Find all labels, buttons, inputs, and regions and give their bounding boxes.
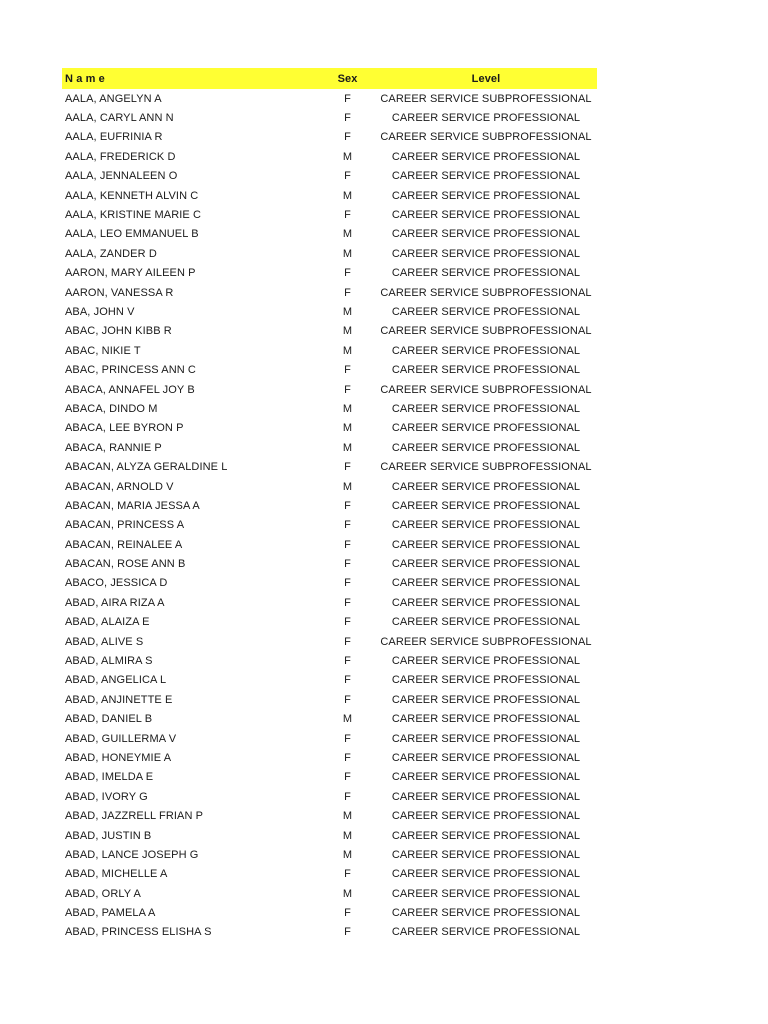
level-cell: CAREER SERVICE SUBPROFESSIONAL	[380, 635, 592, 648]
table-row	[62, 806, 597, 825]
name-cell: ABAD, PAMELA A	[65, 907, 156, 920]
table-row	[62, 516, 597, 535]
level-cell: CAREER SERVICE PROFESSIONAL	[391, 422, 581, 435]
name-cell: ABACA, RANNIE P	[65, 441, 162, 454]
name-cell: AALA, LEO EMMANUEL B	[65, 228, 199, 241]
name-cell: ABAC, PRINCESS ANN C	[65, 364, 196, 377]
level-cell: CAREER SERVICE PROFESSIONAL	[391, 907, 581, 920]
table-row	[62, 457, 597, 476]
sex-cell: M	[342, 325, 353, 338]
table-row	[62, 554, 597, 573]
name-cell: ABACAN, ARNOLD V	[65, 480, 174, 493]
table-row	[62, 244, 597, 263]
name-cell: ABAD, LANCE JOSEPH G	[65, 848, 199, 861]
level-cell: CAREER SERVICE PROFESSIONAL	[391, 577, 581, 590]
sex-cell: F	[344, 771, 351, 784]
name-cell: AALA, EUFRINIA R	[65, 131, 163, 144]
name-cell: AALA, JENNALEEN O	[65, 170, 178, 183]
sex-cell: M	[342, 305, 353, 318]
sex-cell: F	[344, 267, 351, 280]
name-cell: AARON, MARY AILEEN P	[65, 267, 196, 280]
name-cell: ABACO, JESSICA D	[65, 577, 168, 590]
name-cell: ABACA, ANNAFEL JOY B	[65, 383, 195, 396]
table-row	[62, 186, 597, 205]
level-cell: CAREER SERVICE PROFESSIONAL	[391, 655, 581, 668]
sex-cell: M	[342, 344, 353, 357]
level-cell: CAREER SERVICE PROFESSIONAL	[391, 674, 581, 687]
sex-cell: M	[342, 189, 353, 202]
sex-cell: M	[342, 150, 353, 163]
sex-cell: F	[344, 131, 351, 144]
sex-cell: F	[344, 383, 351, 396]
name-cell: ABACAN, ALYZA GERALDINE L	[65, 461, 228, 474]
table-row	[62, 399, 597, 418]
table-row	[62, 341, 597, 360]
sex-cell: F	[344, 558, 351, 571]
level-cell: CAREER SERVICE PROFESSIONAL	[391, 887, 581, 900]
level-cell: CAREER SERVICE PROFESSIONAL	[391, 538, 581, 551]
level-cell: CAREER SERVICE PROFESSIONAL	[391, 713, 581, 726]
level-cell: CAREER SERVICE PROFESSIONAL	[391, 810, 581, 823]
level-cell: CAREER SERVICE PROFESSIONAL	[391, 558, 581, 571]
table-row	[62, 613, 597, 632]
table-row	[62, 710, 597, 729]
table-row	[62, 322, 597, 341]
name-cell: ABA, JOHN V	[65, 305, 135, 318]
level-cell: CAREER SERVICE PROFESSIONAL	[391, 441, 581, 454]
table-row	[62, 477, 597, 496]
level-cell: CAREER SERVICE PROFESSIONAL	[391, 848, 581, 861]
level-cell: CAREER SERVICE PROFESSIONAL	[391, 305, 581, 318]
level-cell: CAREER SERVICE PROFESSIONAL	[391, 170, 581, 183]
table-row	[62, 108, 597, 127]
level-cell: CAREER SERVICE PROFESSIONAL	[391, 519, 581, 532]
sex-cell: F	[344, 732, 351, 745]
sex-cell: M	[342, 247, 353, 260]
table-row	[62, 729, 597, 748]
level-cell: CAREER SERVICE PROFESSIONAL	[391, 771, 581, 784]
table-row	[62, 865, 597, 884]
level-cell: CAREER SERVICE PROFESSIONAL	[391, 790, 581, 803]
name-cell: AALA, CARYL ANN N	[65, 112, 174, 125]
name-cell: ABAD, ANJINETTE E	[65, 693, 173, 706]
table-row	[62, 302, 597, 321]
name-cell: ABAD, IMELDA E	[65, 771, 154, 784]
table-row	[62, 671, 597, 690]
header-sex: Sex	[337, 72, 358, 85]
table-row	[62, 593, 597, 612]
name-cell: AALA, ZANDER D	[65, 247, 157, 260]
sex-cell: M	[342, 402, 353, 415]
name-cell: ABAD, ALMIRA S	[65, 655, 153, 668]
level-cell: CAREER SERVICE PROFESSIONAL	[391, 247, 581, 260]
table-row	[62, 225, 597, 244]
level-cell: CAREER SERVICE PROFESSIONAL	[391, 616, 581, 629]
name-cell: ABAC, NIKIE T	[65, 344, 141, 357]
table-row	[62, 419, 597, 438]
name-cell: ABACAN, ROSE ANN B	[65, 558, 186, 571]
table-row	[62, 632, 597, 651]
level-cell: CAREER SERVICE PROFESSIONAL	[391, 189, 581, 202]
level-cell: CAREER SERVICE PROFESSIONAL	[391, 829, 581, 842]
sex-cell: F	[344, 616, 351, 629]
level-cell: CAREER SERVICE PROFESSIONAL	[391, 344, 581, 357]
name-cell: ABAD, HONEYMIE A	[65, 751, 172, 764]
table-row	[62, 748, 597, 767]
table-row	[62, 380, 597, 399]
level-cell: CAREER SERVICE PROFESSIONAL	[391, 112, 581, 125]
sex-cell: M	[342, 441, 353, 454]
name-cell: ABAD, ALIVE S	[65, 635, 144, 648]
level-cell: CAREER SERVICE SUBPROFESSIONAL	[380, 92, 592, 105]
sex-cell: F	[344, 92, 351, 105]
name-cell: ABAD, PRINCESS ELISHA S	[65, 926, 212, 939]
name-cell: AALA, ANGELYN A	[65, 92, 162, 105]
name-cell: ABACA, LEE BYRON P	[65, 422, 184, 435]
level-cell: CAREER SERVICE PROFESSIONAL	[391, 228, 581, 241]
table-row	[62, 923, 597, 942]
sex-cell: F	[344, 635, 351, 648]
sex-cell: M	[342, 848, 353, 861]
sex-cell: M	[342, 829, 353, 842]
table-body	[62, 89, 597, 942]
table-row	[62, 845, 597, 864]
level-cell: CAREER SERVICE PROFESSIONAL	[391, 402, 581, 415]
table-row	[62, 690, 597, 709]
sex-cell: F	[344, 499, 351, 512]
level-cell: CAREER SERVICE SUBPROFESSIONAL	[380, 131, 592, 144]
table-row	[62, 768, 597, 787]
name-cell: ABAD, JUSTIN B	[65, 829, 152, 842]
sex-cell: F	[344, 751, 351, 764]
name-cell: AALA, KRISTINE MARIE C	[65, 209, 202, 222]
sex-cell: F	[344, 790, 351, 803]
table-row	[62, 89, 597, 108]
name-cell: ABACAN, MARIA JESSA A	[65, 499, 200, 512]
name-cell: ABAC, JOHN KIBB R	[65, 325, 172, 338]
header-name: N a m e	[65, 72, 105, 85]
name-cell: ABAD, ALAIZA E	[65, 616, 150, 629]
level-cell: CAREER SERVICE PROFESSIONAL	[391, 868, 581, 881]
name-cell: AALA, KENNETH ALVIN C	[65, 189, 199, 202]
sex-cell: F	[344, 519, 351, 532]
level-cell: CAREER SERVICE SUBPROFESSIONAL	[380, 461, 592, 474]
table-row	[62, 535, 597, 554]
table-row	[62, 360, 597, 379]
level-cell: CAREER SERVICE PROFESSIONAL	[391, 693, 581, 706]
sex-cell: F	[344, 286, 351, 299]
level-cell: CAREER SERVICE SUBPROFESSIONAL	[380, 383, 592, 396]
table-row	[62, 264, 597, 283]
level-cell: CAREER SERVICE PROFESSIONAL	[391, 596, 581, 609]
sex-cell: F	[344, 693, 351, 706]
name-cell: ABAD, GUILLERMA V	[65, 732, 177, 745]
level-cell: CAREER SERVICE PROFESSIONAL	[391, 364, 581, 377]
level-cell: CAREER SERVICE PROFESSIONAL	[391, 499, 581, 512]
name-cell: AARON, VANESSA R	[65, 286, 174, 299]
sex-cell: M	[342, 228, 353, 241]
table-row	[62, 283, 597, 302]
table-row	[62, 884, 597, 903]
sex-cell: F	[344, 674, 351, 687]
sex-cell: M	[342, 887, 353, 900]
sex-cell: F	[344, 907, 351, 920]
level-cell: CAREER SERVICE PROFESSIONAL	[391, 732, 581, 745]
sex-cell: F	[344, 596, 351, 609]
level-cell: CAREER SERVICE PROFESSIONAL	[391, 267, 581, 280]
name-cell: ABAD, AIRA RIZA A	[65, 596, 165, 609]
sex-cell: F	[344, 577, 351, 590]
name-cell: ABAD, MICHELLE A	[65, 868, 168, 881]
sex-cell: F	[344, 655, 351, 668]
name-cell: ABAD, DANIEL B	[65, 713, 153, 726]
results-table	[62, 68, 597, 942]
name-cell: AALA, FREDERICK D	[65, 150, 176, 163]
header-level: Level	[471, 72, 501, 85]
table-row	[62, 651, 597, 670]
sex-cell: F	[344, 364, 351, 377]
name-cell: ABAD, IVORY G	[65, 790, 148, 803]
name-cell: ABACAN, PRINCESS A	[65, 519, 185, 532]
level-cell: CAREER SERVICE SUBPROFESSIONAL	[380, 325, 592, 338]
level-cell: CAREER SERVICE PROFESSIONAL	[391, 926, 581, 939]
table-header	[62, 68, 597, 89]
table-row	[62, 787, 597, 806]
name-cell: ABAD, JAZZRELL FRIAN P	[65, 810, 204, 823]
sex-cell: F	[344, 112, 351, 125]
name-cell: ABACAN, REINALEE A	[65, 538, 183, 551]
level-cell: CAREER SERVICE PROFESSIONAL	[391, 480, 581, 493]
name-cell: ABAD, ORLY A	[65, 887, 141, 900]
sex-cell: M	[342, 713, 353, 726]
table-row	[62, 128, 597, 147]
sex-cell: F	[344, 868, 351, 881]
level-cell: CAREER SERVICE PROFESSIONAL	[391, 751, 581, 764]
table-row	[62, 147, 597, 166]
sex-cell: M	[342, 810, 353, 823]
sex-cell: F	[344, 461, 351, 474]
level-cell: CAREER SERVICE PROFESSIONAL	[391, 150, 581, 163]
name-cell: ABACA, DINDO M	[65, 402, 158, 415]
table-row	[62, 438, 597, 457]
sex-cell: F	[344, 209, 351, 222]
table-row	[62, 496, 597, 515]
sex-cell: F	[344, 538, 351, 551]
sex-cell: M	[342, 480, 353, 493]
sex-cell: F	[344, 170, 351, 183]
sex-cell: M	[342, 422, 353, 435]
table-row	[62, 574, 597, 593]
table-row	[62, 167, 597, 186]
table-row	[62, 903, 597, 922]
table-row	[62, 205, 597, 224]
name-cell: ABAD, ANGELICA L	[65, 674, 167, 687]
level-cell: CAREER SERVICE PROFESSIONAL	[391, 209, 581, 222]
table-row	[62, 826, 597, 845]
level-cell: CAREER SERVICE SUBPROFESSIONAL	[380, 286, 592, 299]
sex-cell: F	[344, 926, 351, 939]
